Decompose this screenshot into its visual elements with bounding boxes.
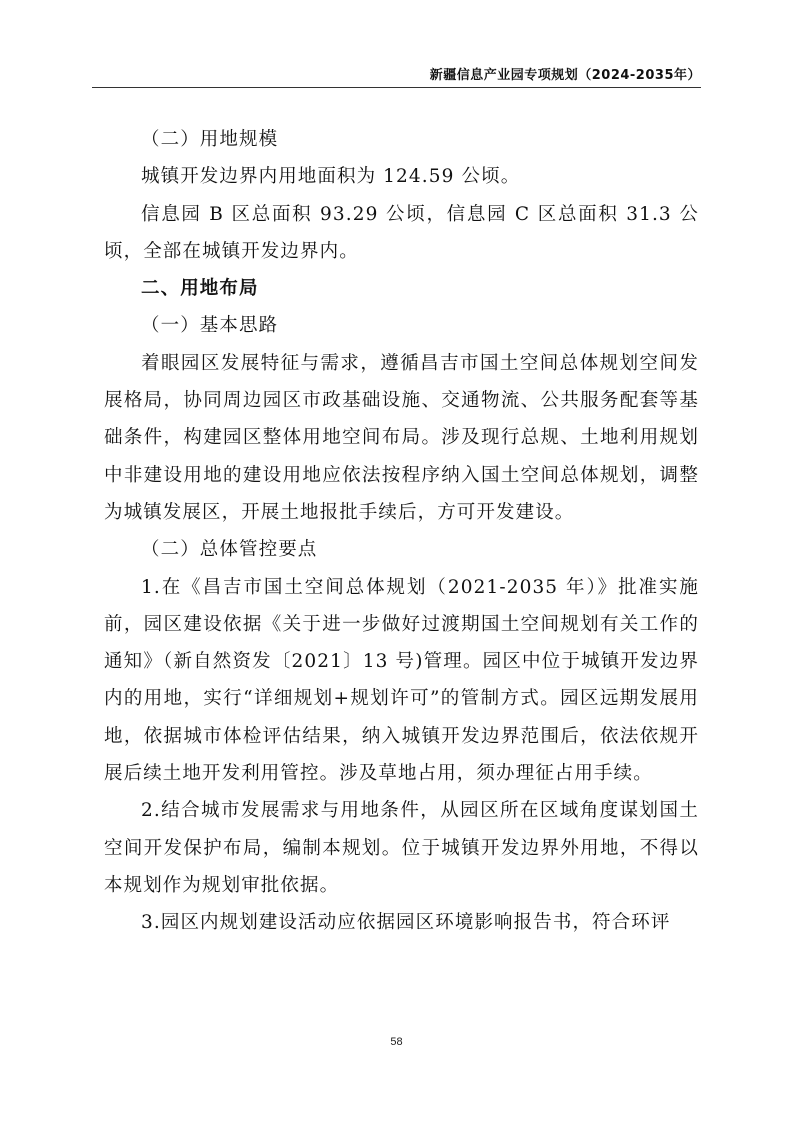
paragraph: 1.在《昌吉市国土空间总体规划（2021-2035 年）》批准实施前，园区建设依据《关于进一步做好过渡期国土空间规划有关工作的通知》（新自然资发〔2021〕13 号)管理。园区中位于城镇开发边界内的用地，实行“详细规划+规划许可”的管制方式。园区远期发展用地，依据城市体检评估结果，纳入城镇开发边界范围后，依法依规开展后续土地开发利用管控。涉及草地占用，须办理征占用手续。 [104,576,699,785]
section-heading-control-points: （二）总体管控要点 [141,539,318,561]
section-heading-land-scale: （二）用地规模 [141,129,279,150]
page-number: 58 [390,1036,403,1048]
section-heading-basic-approach: （一）基本思路 [141,315,279,337]
chapter-heading-land-layout: 二、用地布局 [141,278,259,300]
running-header: 新疆信息产业园专项规划（2024-2035年） [429,68,701,83]
paragraph: 2.结合城市发展需求与用地条件，从园区所在区域角度谋划国土空间开发保护布局，编制本规划。位于城镇开发边界外用地，不得以本规划作为规划审批依据。 [104,800,699,896]
paragraph: 3.园区内规划建设活动应依据园区环境影响报告书，符合环评 [141,912,671,934]
paragraph: 城镇开发边界内用地面积为 124.59 公顷。 [141,166,521,188]
paragraph: 着眼园区发展特征与需求，遵循昌吉市国土空间总体规划空间发展格局，协同周边园区市政基础设施、交通物流、公共服务配套等基础条件，构建园区整体用地空间布局。涉及现行总规、土地利用规划中非建设用地的建设用地应依法按程序纳入国土空间总体规划，调整为城镇发展区，开展土地报批手续后，方可开发建设。 [104,352,699,523]
paragraph: 信息园 B 区总面积 93.29 公顷，信息园 C 区总面积 31.3 公顷，全部在城镇开发边界内。 [104,203,699,262]
document-body [104,121,699,942]
header-rule [92,87,701,88]
